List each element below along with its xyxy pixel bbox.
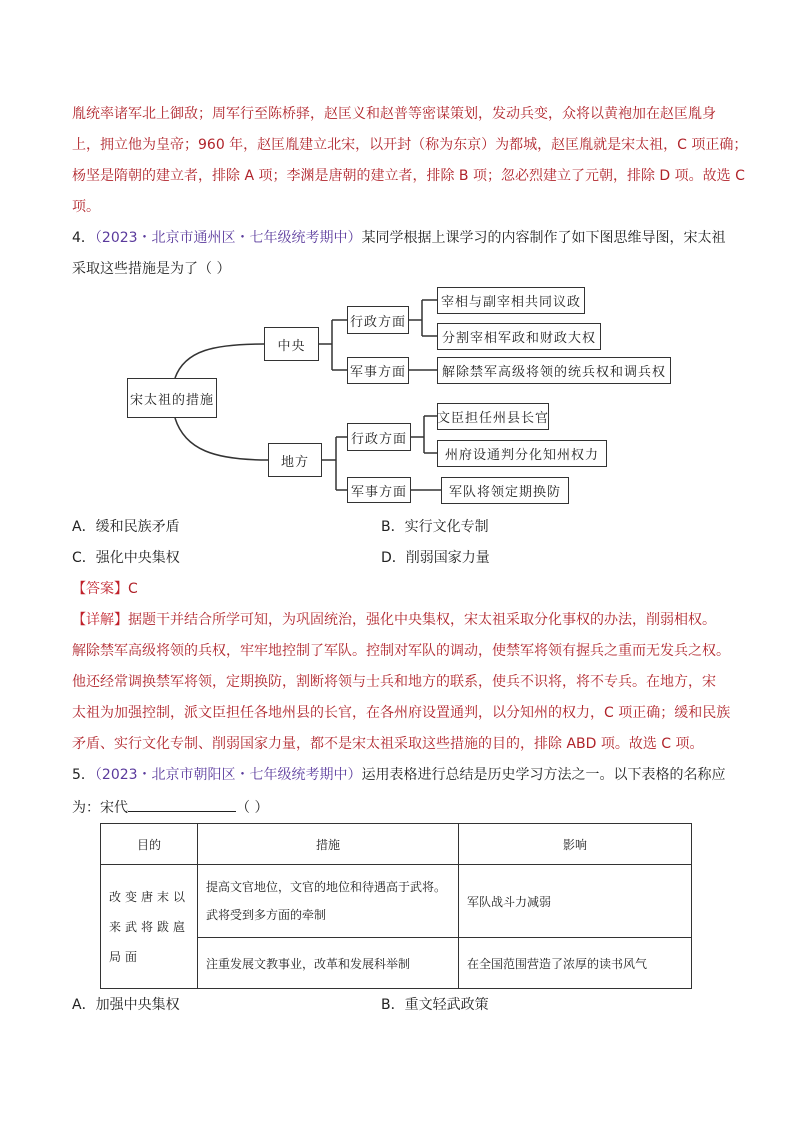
mindmap-central-military: 军事方面 (347, 357, 409, 384)
mindmap-central: 中央 (264, 327, 319, 361)
q5-number: 5． (72, 767, 95, 783)
q4-detail-line-3: 他还经常调换禁军将领，定期换防，割断将领与士兵和地方的联系，使兵不识将，将不专兵。在地方，宋 (72, 674, 716, 690)
q3-explanation-line-4: 项。 (72, 199, 100, 215)
q5-answer-blank[interactable] (128, 797, 236, 812)
header-effects: 影响 (459, 824, 692, 865)
q5-stem-suffix: （ ） (236, 800, 269, 816)
q5-option-b[interactable]: B．重文轻武政策 (381, 997, 489, 1013)
cell-effect-1: 军队战斗力减弱 (459, 865, 692, 938)
mindmap-root: 宋太祖的措施 (127, 378, 217, 418)
answer-value: C (128, 581, 138, 597)
cell-measure-2: 注重发展文教事业，改革和发展科举制 (198, 938, 459, 989)
mindmap-leaf-5: 州府设通判分化知州权力 (437, 440, 607, 467)
q4-source: （2023・北京市通州区・七年级统考期中） (94, 230, 362, 246)
q5-source: （2023・北京市朝阳区・七年级统考期中） (94, 767, 362, 783)
q4-answer (72, 580, 138, 598)
q4-detail-line-5: 矛盾、实行文化专制、削弱国家力量，都不是宋太祖采取这些措施的目的，排除 ABD 项。故选 C 项。 (72, 736, 704, 752)
cell-effect-2: 在全国范围营造了浓厚的读书风气 (459, 938, 692, 989)
q4-option-d[interactable]: D．削弱国家力量 (381, 550, 490, 566)
q4-number: 4． (72, 230, 95, 246)
mindmap-leaf-2: 分割宰相军政和财政大权 (437, 323, 601, 350)
q4-option-b[interactable]: B．实行文化专制 (381, 519, 489, 535)
q5-stem-text: 运用表格进行总结是历史学习方法之一。以下表格的名称应 (361, 767, 726, 783)
cell-purpose: 改变唐末以来武将跋扈局面 (101, 865, 198, 989)
mindmap-local-military: 军事方面 (347, 477, 411, 503)
mindmap-central-admin: 行政方面 (347, 306, 409, 334)
q4-option-c[interactable]: C．强化中央集权 (72, 550, 180, 566)
q4-option-a[interactable]: A．缓和民族矛盾 (72, 519, 180, 535)
q3-explanation-line-2: 上，拥立他为皇帝；960 年，赵匡胤建立北宋，以开封（称为东京）为都城，赵匡胤就是宋太祖，C 项正确； (72, 137, 748, 153)
mindmap-leaf-3: 解除禁军高级将领的统兵权和调兵权 (437, 357, 671, 384)
header-purpose: 目的 (101, 824, 198, 865)
mindmap-leaf-6: 军队将领定期换防 (441, 477, 569, 504)
q4-stem-text: 某同学根据上课学习的内容制作了如下图思维导图，宋太祖 (361, 230, 726, 246)
table-row (101, 865, 692, 938)
detail-text-1: 据题干并结合所学可知，为巩固统治，强化中央集权，宋太祖采取分化事权的办法，削弱相权。 (128, 612, 716, 628)
mindmap-leaf-1: 宰相与副宰相共同议政 (437, 287, 585, 314)
q5-stem-line-2 (72, 797, 268, 817)
mindmap-leaf-4: 文臣担任州县长官 (437, 403, 549, 430)
mindmap-local-admin: 行政方面 (347, 423, 411, 451)
q5-summary-table (100, 823, 692, 989)
q5-option-a[interactable]: A．加强中央集权 (72, 997, 180, 1013)
detail-label: 【详解】 (72, 612, 128, 628)
table-header-row (101, 824, 692, 865)
q4-detail-line-2: 解除禁军高级将领的兵权，牢牢地控制了军队。控制对军队的调动，使禁军将领有握兵之重而无发兵之权。 (72, 643, 730, 659)
cell-measure-1: 提高文官地位，文官的地位和待遇高于武将。武将受到多方面的牵制 (198, 865, 459, 938)
q5-stem-line-1 (72, 766, 726, 784)
q5-stem-prefix: 为：宋代 (72, 800, 128, 816)
header-measures: 措施 (198, 824, 459, 865)
q4-detail-line-4: 太祖为加强控制，派文臣担任各地州县的长官，在各州府设置通判，以分知州的权力，C 项正确；缓和民族 (72, 705, 731, 721)
mindmap-local: 地方 (268, 443, 322, 477)
q3-explanation-line-1: 胤统率诸军北上御敌；周军行至陈桥驿，赵匡义和赵普等密谋策划，发动兵变，众将以黄袍加在赵匡胤身 (72, 106, 716, 122)
q4-stem-line-2: 采取这些措施是为了（ ） (72, 261, 231, 277)
q3-explanation-line-3: 杨坚是隋朝的建立者，排除 A 项；李渊是唐朝的建立者，排除 B 项；忽必烈建立了元朝，排除 D 项。故选 C (72, 168, 745, 184)
answer-label: 【答案】 (72, 581, 128, 597)
q4-detail-line-1 (72, 611, 716, 629)
